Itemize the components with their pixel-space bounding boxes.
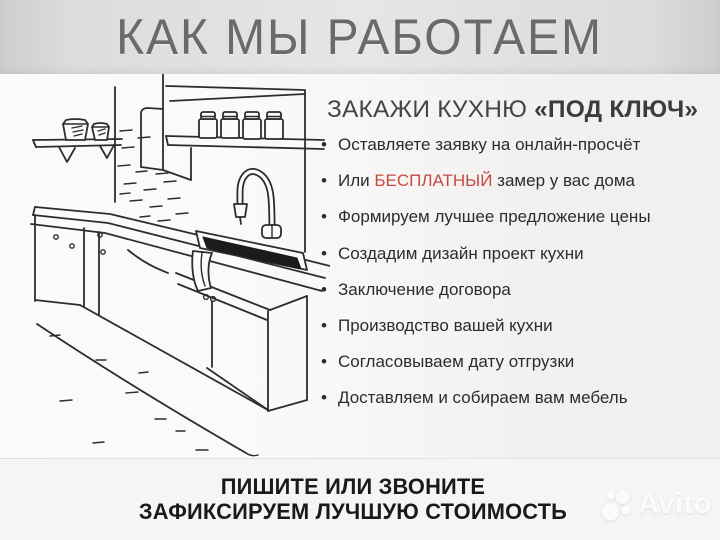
list-item bbox=[316, 280, 718, 300]
header-bar bbox=[0, 0, 720, 75]
list-item bbox=[316, 352, 718, 372]
highlighted-word: БЕСПЛАТНЫЙ bbox=[374, 171, 493, 191]
heading-bold: «ПОД КЛЮЧ» bbox=[534, 96, 699, 123]
list-item bbox=[316, 207, 718, 227]
footer-text bbox=[11, 474, 696, 524]
kitchen-illustration bbox=[0, 74, 330, 460]
steps-list bbox=[316, 135, 718, 425]
bullet-icon: • bbox=[321, 315, 327, 335]
footer-line-2: ЗАФИКСИРУЕМ ЛУЧШУЮ СТОИМОСТЬ bbox=[138, 499, 568, 524]
list-item-text: Заключение договора bbox=[338, 279, 511, 299]
list-item bbox=[316, 171, 718, 191]
bullet-icon: • bbox=[321, 207, 327, 227]
page-title: КАК МЫ РАБОТАЕМ bbox=[116, 9, 604, 65]
footer-bar bbox=[0, 458, 720, 540]
list-item-text: Согласовываем дату отгрузки bbox=[338, 352, 575, 372]
footer-line-1: ПИШИТЕ ИЛИ ЗВОНИТЕ bbox=[220, 474, 486, 499]
list-item bbox=[316, 316, 718, 336]
list-item-text: Доставляем и собираем вам мебель bbox=[338, 388, 628, 408]
bullet-icon: • bbox=[321, 352, 327, 372]
bullet-icon: • bbox=[321, 279, 327, 299]
list-item-text: Оставляете заявку на онлайн-просчёт bbox=[338, 135, 641, 154]
list-item-text: Создадим дизайн проект кухни bbox=[338, 243, 584, 263]
list-item-text: Или БЕСПЛАТНЫЙ замер у вас дома bbox=[338, 171, 636, 191]
list-item-text: Формируем лучшее предложение цены bbox=[338, 207, 651, 227]
main-area bbox=[0, 74, 720, 458]
heading-normal: ЗАКАЖИ КУХНЮ bbox=[327, 96, 535, 123]
bullet-icon: • bbox=[321, 171, 327, 191]
bullet-icon: • bbox=[321, 388, 327, 408]
list-item bbox=[316, 388, 718, 408]
section-heading bbox=[327, 96, 698, 124]
bullet-icon: • bbox=[321, 243, 327, 263]
bullet-icon: • bbox=[321, 135, 327, 154]
list-item bbox=[316, 244, 718, 264]
list-item-text: Производство вашей кухни bbox=[338, 315, 553, 335]
avito-wordmark: Avito bbox=[638, 487, 712, 520]
avito-logo-icon bbox=[602, 487, 636, 521]
list-item bbox=[316, 135, 718, 155]
steps-panel bbox=[316, 74, 718, 458]
avito-watermark bbox=[602, 487, 712, 521]
